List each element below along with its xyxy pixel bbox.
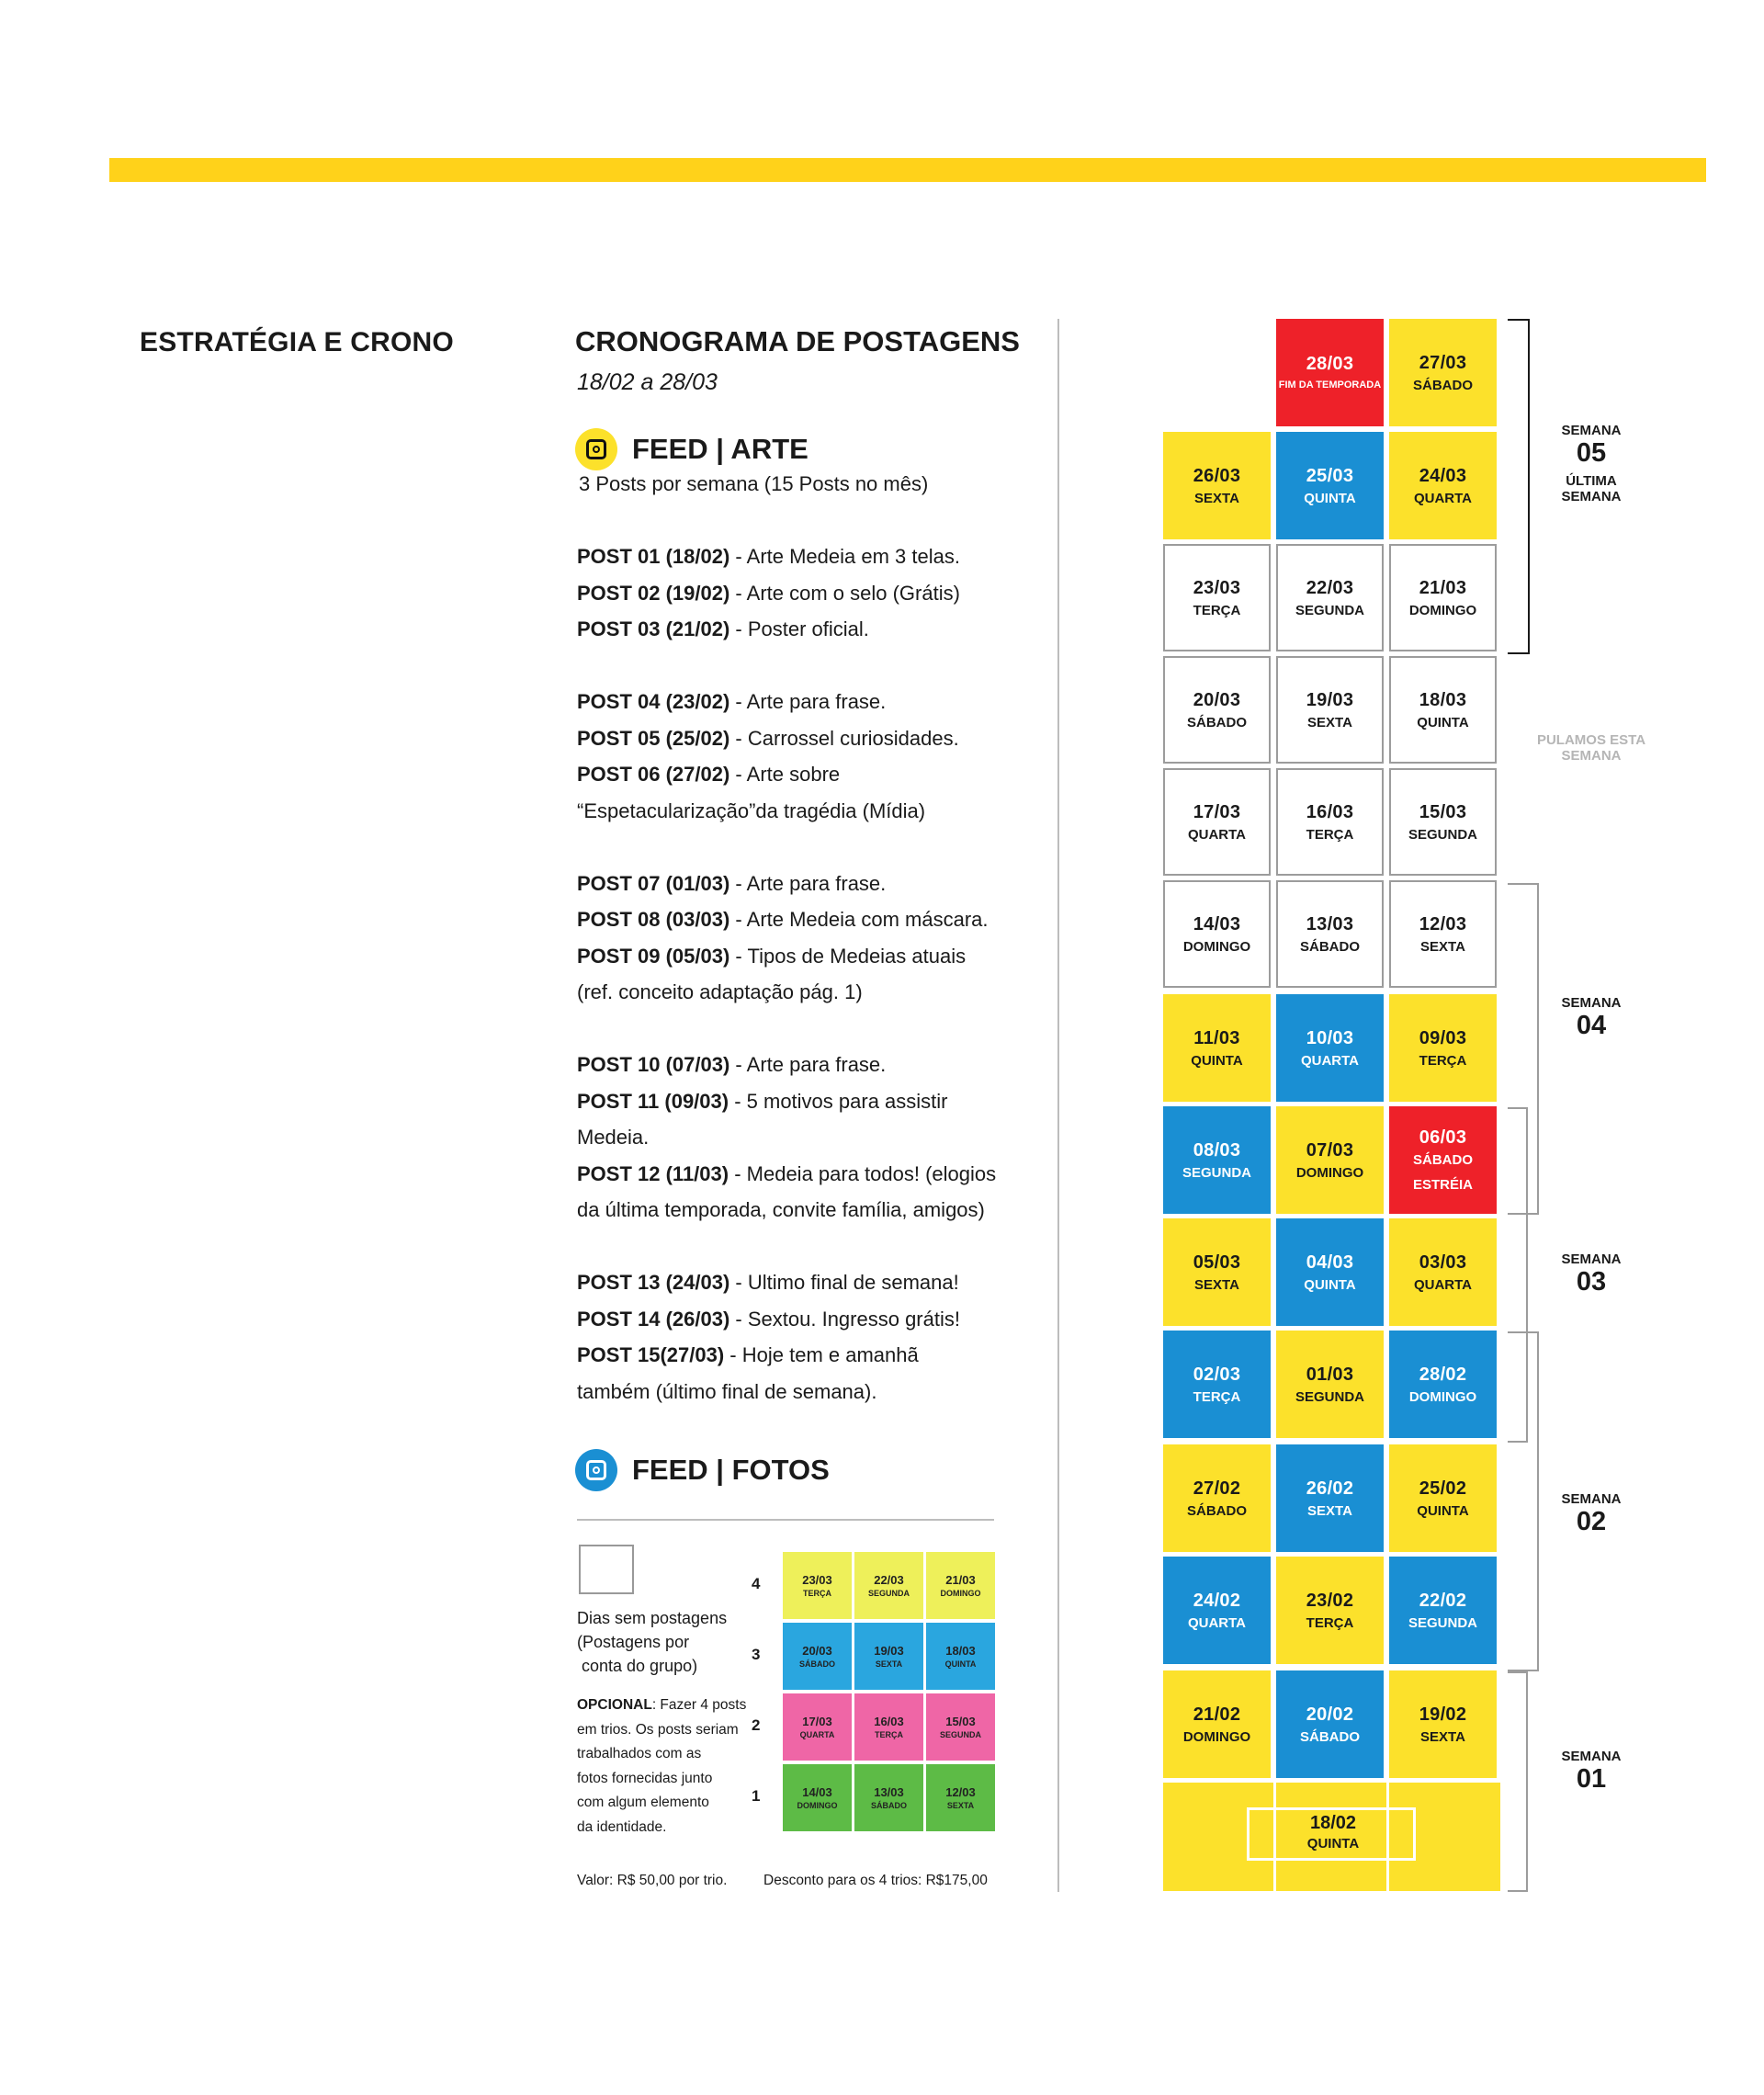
post-line [577, 901, 1018, 938]
day-cell [1163, 1106, 1271, 1214]
day-weekday: DOMINGO [1408, 1388, 1477, 1405]
feed-arte-label: FEED | ARTE [632, 433, 808, 465]
day-weekday: SEGUNDA [1295, 1388, 1364, 1405]
post-line [577, 974, 1018, 1011]
post-text: da última temporada, convite família, amigos) [577, 1198, 985, 1221]
week-number: 05 [1576, 438, 1607, 468]
legend-text [577, 1606, 727, 1678]
day-cell [1163, 544, 1271, 651]
week-label [1536, 1491, 1646, 1536]
post-line [577, 1192, 1018, 1229]
page-title: CRONOGRAMA DE POSTAGENS [575, 325, 1020, 357]
day-date: 03/03 [1419, 1251, 1467, 1273]
trio-day-weekday: SEGUNDA [867, 1589, 910, 1598]
day-weekday: QUARTA [1187, 826, 1247, 843]
optional-line: com algum elemento [577, 1795, 709, 1810]
day-weekday: QUARTA [1413, 490, 1473, 506]
day-cell [1389, 1331, 1497, 1438]
post-text: - Ultimo final de semana! [729, 1271, 959, 1294]
trio-day-weekday: TERÇA [803, 1589, 831, 1598]
day-weekday: SEGUNDA [1182, 1164, 1251, 1181]
trio-day-date: 21/03 [945, 1573, 976, 1587]
day-weekday: DOMINGO [1408, 602, 1477, 618]
day-date: 13/03 [1306, 913, 1354, 934]
post-label: POST 15(27/03) [577, 1343, 725, 1366]
day-cell [1389, 1557, 1497, 1664]
day-weekday: QUINTA [1191, 1052, 1243, 1069]
trio-day-date: 14/03 [802, 1785, 832, 1799]
day-date: 16/03 [1306, 801, 1354, 822]
day-date: 23/03 [1193, 577, 1241, 598]
day-weekday: QUINTA [1304, 1276, 1356, 1293]
post-label: POST 04 (23/02) [577, 690, 730, 713]
day-date: 10/03 [1306, 1027, 1354, 1048]
post-label: POST 14 (26/03) [577, 1307, 730, 1331]
day-date: 28/03 [1306, 353, 1354, 374]
day-date: 26/02 [1306, 1478, 1354, 1499]
skipped-week-note: PULAMOS ESTA SEMANA [1536, 732, 1646, 764]
day-weekday: TERÇA [1193, 1388, 1241, 1405]
post-text: - Poster oficial. [729, 617, 869, 640]
legend-line: (Postagens por [577, 1633, 690, 1651]
day-weekday: SEXTA [1307, 1502, 1352, 1519]
post-label: POST 01 (18/02) [577, 545, 730, 568]
first-day-cell [1277, 1813, 1389, 1852]
day-date: 22/03 [1306, 577, 1354, 598]
day-date: 14/03 [1193, 913, 1241, 934]
day-date: 11/03 [1193, 1027, 1240, 1048]
trio-day-date: 17/03 [802, 1715, 832, 1728]
post-text: (ref. conceito adaptação pág. 1) [577, 980, 863, 1003]
post-line [577, 575, 1018, 612]
day-date: 18/03 [1419, 689, 1467, 710]
week-label [1536, 1749, 1646, 1794]
day-cell [1389, 880, 1497, 988]
post-text: - Arte Medeia com máscara. [729, 908, 989, 931]
day-date: 27/02 [1193, 1478, 1241, 1499]
post-label: POST 07 (01/03) [577, 871, 730, 895]
day-date: 27/03 [1419, 352, 1467, 373]
trio-day-weekday: SEXTA [946, 1801, 975, 1810]
day-weekday: SEXTA [1194, 1276, 1239, 1293]
trio-day-date: 18/03 [945, 1644, 976, 1658]
day-cell [1389, 1444, 1497, 1552]
post-label: POST 11 (09/03) [577, 1089, 729, 1113]
day-weekday: SÁBADO [1186, 714, 1247, 730]
day-cell [1276, 768, 1384, 876]
trio-day-date: 16/03 [874, 1715, 904, 1728]
day-date: 12/03 [1419, 913, 1467, 934]
day-cell [1163, 880, 1271, 988]
post-line [577, 793, 1018, 830]
day-date: 22/02 [1419, 1590, 1467, 1611]
day-date: 17/03 [1193, 801, 1241, 822]
day-date: 28/02 [1419, 1364, 1467, 1385]
post-text: - Arte Medeia em 3 telas. [729, 545, 960, 568]
post-label: POST 06 (27/02) [577, 763, 730, 786]
day-date: 09/03 [1419, 1027, 1467, 1048]
day-cell [1163, 994, 1271, 1102]
day-cell [1276, 544, 1384, 651]
legend-line: conta do grupo) [577, 1657, 698, 1675]
instagram-icon [575, 1449, 617, 1491]
price-discount: Desconto para os 4 trios: R$175,00 [763, 1873, 988, 1888]
trio-day-date: 12/03 [945, 1785, 976, 1799]
week-word: SEMANA [1561, 423, 1622, 438]
optional-line: fotos fornecidas junto [577, 1770, 713, 1786]
day-date: 19/02 [1419, 1704, 1467, 1725]
trio-day-cell [926, 1764, 995, 1831]
post-line [577, 720, 1018, 757]
trio-day-date: 23/03 [802, 1573, 832, 1587]
optional-line: trabalhados com as [577, 1746, 702, 1761]
post-text: - Arte para frase. [729, 690, 887, 713]
day-date: 26/03 [1193, 465, 1241, 486]
day-cell [1276, 319, 1384, 426]
post-label: POST 10 (07/03) [577, 1053, 730, 1076]
optional-note [577, 1693, 757, 1840]
post-line [577, 1047, 1018, 1083]
week-word: SEMANA [1561, 1749, 1622, 1764]
post-text: - Arte com o selo (Grátis) [729, 581, 960, 605]
post-line [577, 1264, 1018, 1301]
day-cell [1163, 432, 1271, 539]
feed-fotos-label: FEED | FOTOS [632, 1454, 830, 1486]
day-cell [1276, 1106, 1384, 1214]
trio-day-cell [926, 1552, 995, 1619]
trio-number: 3 [752, 1646, 761, 1663]
post-text: - 5 motivos para assistir [729, 1089, 948, 1113]
day-weekday: SEXTA [1420, 1728, 1465, 1745]
feed-arte-subtitle: 3 Posts por semana (15 Posts no mês) [579, 472, 929, 495]
trio-day-date: 13/03 [874, 1785, 904, 1799]
post-label: POST 08 (03/03) [577, 908, 730, 931]
post-text: - Carrossel curiosidades. [729, 726, 959, 750]
week-word: SEMANA [1561, 1251, 1622, 1267]
day-weekday: SEXTA [1307, 714, 1352, 730]
day-date: 20/03 [1193, 689, 1241, 710]
optional-line: : Fazer 4 posts [651, 1697, 747, 1713]
day-date: 06/03 [1419, 1127, 1467, 1148]
day-weekday: TERÇA [1193, 602, 1241, 618]
post-line [577, 538, 1018, 575]
day-cell [1163, 656, 1271, 764]
day-cell [1389, 432, 1497, 539]
day-cell [1163, 1444, 1271, 1552]
post-line [577, 756, 1018, 793]
post-text: - Tipos de Medeias atuais [729, 944, 967, 968]
post-text: - Medeia para todos! (elogios [729, 1161, 997, 1185]
optional-line: da identidade. [577, 1818, 667, 1835]
day-date: 24/02 [1193, 1590, 1241, 1611]
day-date: 24/03 [1419, 465, 1467, 486]
day-weekday: QUINTA [1417, 1502, 1469, 1519]
post-line [577, 1156, 1018, 1193]
day-cell [1276, 880, 1384, 988]
top-accent-bar [109, 158, 1706, 182]
divider [577, 1519, 994, 1521]
post-label: POST 13 (24/03) [577, 1271, 730, 1294]
section-title: ESTRATÉGIA E CRONO [140, 327, 454, 357]
trio-day-weekday: SEXTA [875, 1659, 903, 1669]
trio-day-weekday: QUARTA [799, 1730, 835, 1739]
day-cell [1276, 432, 1384, 539]
day-weekday: SEXTA [1194, 490, 1239, 506]
day-date: 05/03 [1193, 1251, 1241, 1273]
day-date: 02/03 [1193, 1364, 1241, 1385]
post-text: “Espetacularização”da tragédia (Mídia) [577, 798, 926, 822]
post-label: POST 05 (25/02) [577, 726, 730, 750]
day-weekday: DOMINGO [1295, 1164, 1364, 1181]
post-line [577, 1119, 1018, 1156]
post-list [577, 538, 1018, 1410]
day-date: 21/03 [1419, 577, 1467, 598]
post-line [577, 866, 1018, 902]
bracket-week-05 [1508, 319, 1530, 654]
week-word: SEMANA [1561, 995, 1622, 1011]
post-line [577, 1083, 1018, 1120]
day-cell [1389, 1670, 1497, 1778]
trio-day-weekday: SÁBADO [870, 1801, 907, 1810]
optional-line: em trios. Os posts seriam [577, 1721, 739, 1738]
day-weekday: SÁBADO [1412, 377, 1473, 393]
day-date: 23/02 [1306, 1590, 1354, 1611]
day-weekday: QUINTA [1304, 490, 1356, 506]
day-cell [1163, 1557, 1271, 1664]
day-cell [1276, 1331, 1384, 1438]
day-weekday: QUARTA [1187, 1614, 1247, 1631]
day-date: 21/02 [1193, 1704, 1241, 1725]
trio-day-cell [854, 1764, 923, 1831]
day-cell [1276, 994, 1384, 1102]
day-date: 15/03 [1419, 801, 1467, 822]
day-date: 04/03 [1306, 1251, 1354, 1273]
first-day-weekday: QUINTA [1306, 1836, 1360, 1852]
post-label: POST 12 (11/03) [577, 1161, 729, 1185]
trio-day-cell [783, 1552, 852, 1619]
day-weekday: DOMINGO [1182, 1728, 1251, 1745]
post-line [577, 684, 1018, 720]
day-note: FIM DA TEMPORADA [1278, 379, 1382, 391]
trio-day-date: 15/03 [945, 1715, 976, 1728]
day-date: 25/03 [1306, 465, 1354, 486]
day-cell [1163, 1218, 1271, 1326]
day-date: 19/03 [1306, 689, 1354, 710]
feed-fotos-header [575, 1449, 830, 1491]
day-cell [1389, 1218, 1497, 1326]
day-cell [1389, 656, 1497, 764]
day-weekday: DOMINGO [1182, 938, 1251, 955]
day-cell [1276, 1444, 1384, 1552]
post-text: - Arte para frase. [729, 1053, 887, 1076]
post-text: Medeia. [577, 1126, 650, 1149]
instagram-icon [575, 428, 617, 470]
trio-day-cell [854, 1623, 923, 1690]
day-cell [1389, 319, 1497, 426]
post-text: - Sextou. Ingresso grátis! [729, 1307, 960, 1331]
week-label [1536, 1251, 1646, 1297]
post-text: - Arte para frase. [729, 871, 887, 895]
post-label: POST 03 (21/02) [577, 617, 730, 640]
day-cell [1389, 994, 1497, 1102]
column-divider [1057, 319, 1059, 1892]
post-line [577, 1374, 1018, 1410]
week-number: 02 [1576, 1507, 1607, 1536]
day-weekday: QUARTA [1413, 1276, 1473, 1293]
week-label [1536, 423, 1646, 504]
post-label: POST 09 (05/03) [577, 944, 730, 968]
day-cell [1276, 1557, 1384, 1664]
day-weekday: SEGUNDA [1408, 826, 1477, 843]
day-weekday: SEXTA [1420, 938, 1465, 955]
optional-label: OPCIONAL [577, 1697, 652, 1713]
day-weekday: SÁBADO [1412, 1152, 1473, 1168]
trio-day-cell [926, 1693, 995, 1761]
bracket-week-02 [1508, 1331, 1539, 1671]
day-cell [1163, 1331, 1271, 1438]
day-cell [1276, 1218, 1384, 1326]
post-text: - Arte sobre [729, 763, 841, 786]
trio-day-cell [783, 1623, 852, 1690]
trio-day-weekday: TERÇA [875, 1730, 903, 1739]
premiere-label: ESTRÉIA [1412, 1177, 1473, 1193]
week-number: 04 [1576, 1011, 1607, 1040]
trio-day-cell [854, 1552, 923, 1619]
week-word: SEMANA [1561, 1491, 1622, 1507]
week-note: ÚLTIMA SEMANA [1561, 473, 1622, 504]
post-line [577, 1337, 1018, 1374]
day-weekday: TERÇA [1419, 1052, 1467, 1069]
trio-day-weekday: DOMINGO [940, 1589, 981, 1598]
post-text: também (último final de semana). [577, 1379, 877, 1403]
day-cell [1276, 1670, 1384, 1778]
day-cell [1163, 1670, 1271, 1778]
trio-day-weekday: SÁBADO [798, 1659, 835, 1669]
legend-swatch-empty [579, 1545, 634, 1594]
trio-number: 2 [752, 1716, 761, 1734]
day-weekday: SÁBADO [1186, 1502, 1247, 1519]
post-text: - Hoje tem e amanhã [724, 1343, 919, 1366]
first-day-date: 18/02 [1309, 1813, 1357, 1833]
day-date: 20/02 [1306, 1704, 1354, 1725]
day-cell [1163, 768, 1271, 876]
day-weekday: QUARTA [1300, 1052, 1360, 1069]
legend-line: Dias sem postagens [577, 1609, 728, 1627]
week-number: 03 [1576, 1267, 1607, 1297]
week-label [1536, 995, 1646, 1040]
trio-day-date: 20/03 [802, 1644, 832, 1658]
trio-number: 1 [752, 1787, 761, 1805]
trio-day-date: 22/03 [874, 1573, 904, 1587]
trio-day-date: 19/03 [874, 1644, 904, 1658]
day-date: 07/03 [1306, 1139, 1354, 1161]
day-weekday: QUINTA [1417, 714, 1469, 730]
trio-day-cell [926, 1623, 995, 1690]
trio-day-weekday: SEGUNDA [939, 1730, 981, 1739]
trio-day-cell [783, 1693, 852, 1761]
week-number: 01 [1576, 1764, 1607, 1794]
day-weekday: TERÇA [1306, 1614, 1354, 1631]
day-weekday: SÁBADO [1299, 938, 1360, 955]
trio-day-weekday: DOMINGO [797, 1801, 838, 1810]
day-date: 08/03 [1193, 1139, 1241, 1161]
feed-arte-header [575, 428, 808, 470]
day-weekday: TERÇA [1306, 826, 1354, 843]
day-cell [1276, 656, 1384, 764]
post-line [577, 938, 1018, 975]
price-per-trio: Valor: R$ 50,00 por trio. [577, 1873, 728, 1888]
trio-day-cell [783, 1764, 852, 1831]
post-line [577, 611, 1018, 648]
trio-day-weekday: QUINTA [944, 1659, 977, 1669]
day-weekday: SEGUNDA [1408, 1614, 1477, 1631]
trio-number: 4 [752, 1575, 761, 1592]
date-range: 18/02 a 28/03 [577, 369, 718, 395]
trio-day-cell [854, 1693, 923, 1761]
day-cell [1389, 1106, 1497, 1214]
day-weekday: SEGUNDA [1295, 602, 1364, 618]
post-label: POST 02 (19/02) [577, 581, 730, 605]
day-cell [1389, 768, 1497, 876]
bracket-week-01 [1508, 1671, 1528, 1892]
post-line [577, 1301, 1018, 1338]
day-date: 25/02 [1419, 1478, 1467, 1499]
day-weekday: SÁBADO [1299, 1728, 1360, 1745]
day-date: 01/03 [1306, 1364, 1354, 1385]
day-cell [1389, 544, 1497, 651]
